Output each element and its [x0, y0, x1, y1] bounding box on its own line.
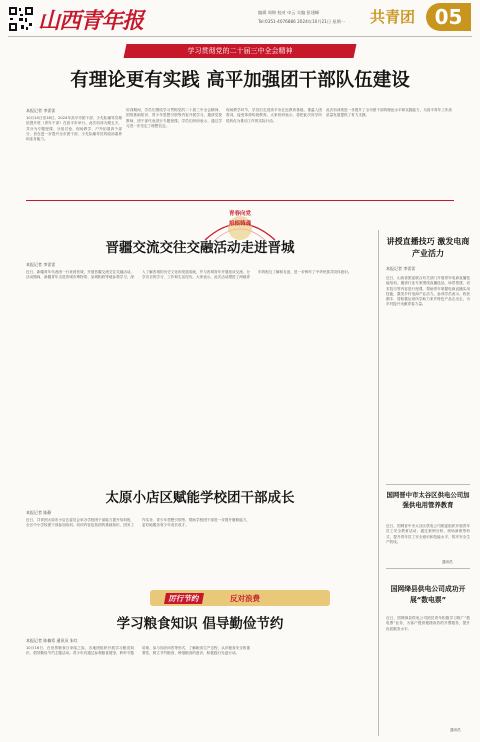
sidebar-top-title: 讲授直播技巧 激发电商产业活力: [386, 237, 470, 258]
sidebar-b1-credit: 通讯员: [442, 560, 453, 564]
sidebar-rule-2: [386, 568, 470, 569]
newspaper-logo: 山西青年报: [38, 8, 144, 34]
sidebar-top-body: 近日，山西省团委联合有关部门开展青年电商直播技能培训，邀请行业专家围绕直播选品、场景搭建、话术技巧等内容进行授课，帮助青年掌握电商直播实用技能，激发乡村电商产业活力。参训学员表示，收获颇丰，将积极运用所学助力家乡特色产品走出去，为乡村振兴贡献青春力量。: [386, 276, 470, 307]
phone-line: Tel:0351-4076886 2024年10月21日 星期一: [258, 19, 345, 24]
slogan-tag-1: 青春向党: [228, 211, 251, 217]
mid-byline: 本报记者 李雷雷: [26, 262, 56, 267]
main-byline: 本报记者 李雷雷: [26, 108, 56, 113]
sidebar-top-byline: 本报记者 李雷雷: [386, 266, 416, 271]
topic-banner-text: 学习贯彻党的二十届三中全会精神: [187, 47, 293, 55]
sidebar-b2-credit: 通讯员: [450, 728, 461, 732]
taiyuan-byline: 本报记者 陈静: [26, 510, 52, 515]
sidebar-rule-1: [386, 484, 470, 485]
mid-body: 近日，新疆青年代表团一行来到晋城，开展晋疆交流交往交融活动。活动期间，新疆青年走进晋城市博物馆、皇城相府等地参观学习，深入了解晋城的历史文化和发展成就，并与晋城青年开展座谈交流，分享各自的学习、工作和生活经历。大家表示，此次活动增进了两地青年的相互了解和友谊，进一步铸牢了中华民族共同体意识。: [26, 270, 352, 280]
editor-line: 编辑 周锦 校对 申云 实编 彭建峰: [258, 10, 320, 15]
sidebar-divider: [378, 230, 379, 736]
main-col-3: 现场教学环节，学员们走进高平市红色教育基地，重温入团誓词，接受革命传统教育。大家纷纷表示，将把此次所学所悟转化为推动工作的实际行动。: [226, 108, 322, 123]
sidebar-b1-body: 近日，国网晋中市太谷区供电公司团委组织开展青年员工安全教育活动，通过案例分析、现场演练等形式，提升青年员工安全意识和技能水平，筑牢安全生产防线。: [386, 524, 470, 544]
qr-code: [8, 6, 34, 32]
mid-headline: 晋疆交流交往交融活动走进晋城: [105, 240, 295, 256]
header-rule: [8, 36, 472, 37]
main-col-2: 培训期间，学员们围绕学习贯彻党的二十届三中全会精神、团的基础知识、青少年思想引领等内容开展学习，邀请党校教师、团干部代表进行专题授课。学员们纷纷表示，通过学习进一步坚定了理想信念。: [126, 108, 222, 128]
slogan-tag-2: 培根铸魂: [228, 221, 251, 227]
frugal-tag-1: 厉行节约: [164, 593, 204, 604]
sidebar-b2-body: 近日，国网绛县供电公司团员青年积极学习推广“数电票”业务，为客户提供便捷高效的开票服务，提升优质服务水平。: [386, 616, 470, 631]
taiyuan-body: 近日，共青团太原市小店区委员会举办学校团干部能力提升培训班，全区中小学校团干部参加培训。培训内容包括团的基础知识、团务工作实务、青少年思想引领等，帮助学校团干部进一步提升履职能力，更好地服务青少年成长成才。: [26, 518, 250, 528]
bottom-headline: 学习粮食知识 倡导勤俭节约: [116, 616, 284, 632]
section-name: 共青团: [370, 8, 416, 26]
main-bottom-rule: [26, 200, 454, 201]
frugal-tag-2: 反对浪费: [230, 594, 260, 603]
main-col-1: 10月14日至18日，2024年高平市团干部、少先队辅导员理论提升班（青年干部）在高平市举行。此次培训为期五天，共分为专题授课、分组讨论、现场教学、户外拓展四个部分，旨在进一步提升全市团干部、少先队辅导员的政治素养和业务能力。: [26, 116, 122, 142]
bottom-byline: 本报记者 陈楠希 通讯员 朱红: [26, 638, 78, 643]
taiyuan-headline: 太原小店区赋能学校团干部成长: [105, 490, 295, 506]
main-col-4: 此次培训班进一步提升了全市团干部的理论水平和实践能力，为高平青年工作高质量发展提供了有力支撑。: [326, 108, 452, 118]
page-number: 05: [426, 3, 471, 31]
sidebar-b2-title: 国网绛县供电公司成功开展“数电票”: [390, 585, 466, 604]
main-headline: 有理论更有实践 高平加强团干部队伍建设: [70, 70, 410, 91]
sidebar-b1-title: 国网晋中市太谷区供电公司加强供电用管养教育: [386, 491, 470, 509]
bottom-body: 10月16日，在世界粮食日来临之际，各地团组织开展学习粮食知识、倡导勤俭节约主题活动。青少年们通过参观粮食展馆、聆听专题讲座、参与知识问答等形式，了解粮食生产过程，认识粮食安全的重要性，树立节约粮食、珍惜粮食的意识，积极践行光盘行动。: [26, 646, 250, 656]
